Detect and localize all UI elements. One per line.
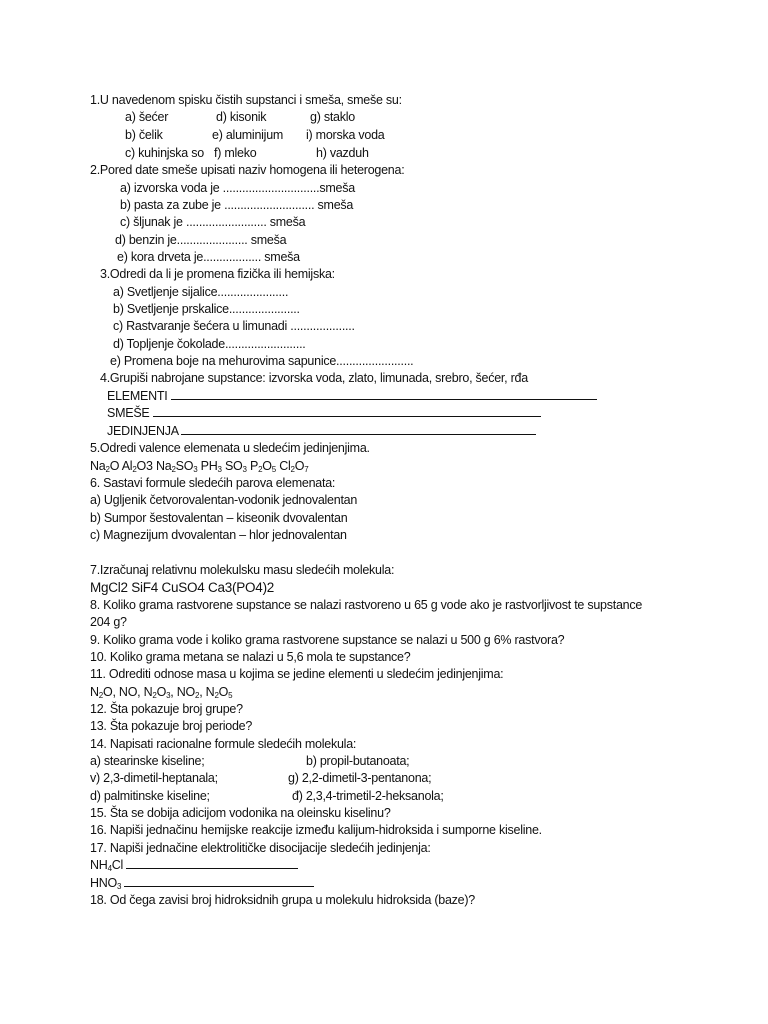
compound-formula: $HNO_3$ (90, 876, 122, 891)
q1-option: i) morska voda (306, 128, 385, 142)
chemical-formula: $Na_2O$ (90, 459, 120, 474)
q17-compound-row (90, 857, 298, 874)
chemical-formula: $N_2O_5$ (205, 685, 233, 700)
chemical-formula: $Na_2SO_3$ (155, 459, 198, 474)
question-14-title: 14. Napisati racionalne formule sledećih molekula: (90, 737, 357, 751)
q1-option: e) aluminijum (212, 128, 284, 142)
q3-item: a) Svetljenje sijalice...................... (113, 285, 289, 299)
q4-label-smese: SMEŠE (107, 405, 541, 422)
q1-option: a) šećer (125, 110, 169, 124)
q7-formulas: MgCl2 SiF4 CuSO4 Ca3(PO4)2 (90, 580, 275, 595)
q1-option: b) čelik (125, 128, 163, 142)
chemical-formula: NO (118, 685, 138, 699)
q1-option: g) staklo (310, 110, 355, 124)
q2-item: d) benzin je...................... smeša (115, 233, 287, 247)
q11-formula-list: $N_2O$, NO, $N_2O_3$, $NO_2$, $N_2O_5$ (90, 685, 233, 700)
chemical-formula: $SO_3$ (224, 459, 247, 474)
question-13: 13. Šta pokazuje broj periode? (90, 719, 253, 733)
q2-item: e) kora drveta je.................. smeša (117, 250, 300, 264)
question-7-title: 7.Izračunaj relativnu molekulsku masu sledećih molekula: (90, 563, 395, 577)
question-18: 18. Od čega zavisi broj hidroksidnih grupa u molekulu hidroksida (baze)? (90, 893, 475, 907)
q4-label-jedinjenja: JEDINJENJA (107, 423, 536, 440)
question-2-title: 2.Pored date smeše upisati naziv homogena ili heterogena: (90, 163, 405, 177)
question-10: 10. Koliko grama metana se nalazi u 5,6 mola te supstance? (90, 650, 411, 664)
question-1-title: 1.U navedenom spisku čistih supstanci i smeša, smeše su: (90, 93, 402, 107)
q6-item: a) Ugljenik četvorovalentan-vodonik jednovalentan (90, 493, 358, 507)
q14-item: d) palmitinske kiseline; (90, 789, 210, 803)
chemical-formula: $Al_2O3$ (121, 459, 153, 474)
question-17-title: 17. Napiši jednačine elektrolitičke disocijacije sledećih jedinjenja: (90, 841, 431, 855)
chemical-formula: $NO_2$ (176, 685, 200, 700)
q6-item: c) Magnezijum dvovalentan – hlor jednovalentan (90, 528, 347, 542)
q3-item: c) Rastvaranje šećera u limunadi .................... (113, 319, 355, 333)
q1-option: h) vazduh (316, 146, 369, 160)
question-8-line1: 8. Koliko grama rastvorene supstance se nalazi rastvoreno u 65 g vode ako je rastvorljivost te supstance (90, 598, 643, 612)
q14-item: g) 2,2-dimetil-3-pentanona; (288, 771, 432, 785)
answer-line[interactable] (153, 406, 541, 417)
answer-line[interactable] (181, 424, 536, 435)
chemical-formula: $P_2O_5$ (249, 459, 276, 474)
q1-option: c) kuhinjska so (125, 146, 204, 160)
chemical-formula: $Cl_2O_7$ (279, 459, 309, 474)
question-11-title: 11. Odrediti odnose masa u kojima se jedine elementi u sledećim jedinjenjima: (90, 667, 504, 681)
q17-compound-row (90, 875, 314, 892)
q14-item: a) stearinske kiseline; (90, 754, 205, 768)
q3-item: d) Topljenje čokolade......................... (113, 337, 306, 351)
question-5-title: 5.Odredi valence elemenata u sledećim jedinjenjima. (90, 441, 370, 455)
chemical-formula: $PH_3$ (200, 459, 222, 474)
question-3-title: 3.Odredi da li je promena fizička ili hemijska: (100, 267, 335, 281)
question-16: 16. Napiši jednačinu hemijske reakcije između kalijum-hidroksida i sumporne kiseline. (90, 823, 542, 837)
q14-item: b) propil-butanoata; (306, 754, 410, 768)
answer-line[interactable] (124, 876, 314, 887)
q1-option: f) mleko (214, 146, 257, 160)
q3-item: e) Promena boje na mehurovima sapunice........................ (110, 354, 414, 368)
compound-formula: $NH_4Cl$ (90, 858, 124, 873)
q2-item: c) šljunak je ......................... smeša (120, 215, 306, 229)
answer-line[interactable] (126, 858, 298, 869)
q2-item: b) pasta za zube je ............................ smeša (120, 198, 354, 212)
answer-line[interactable] (171, 389, 597, 400)
q6-item: b) Sumpor šestovalentan – kiseonik dvovalentan (90, 511, 348, 525)
q2-item: a) izvorska voda je ..............................smeša (120, 181, 355, 195)
chemical-formula: $N_2O$ (90, 685, 113, 700)
question-8-line2: 204 g? (90, 615, 127, 629)
question-4-title: 4.Grupiši nabrojane supstance: izvorska voda, zlato, limunada, srebro, šećer, rđa (100, 371, 528, 385)
chemical-formula: $N_2O_3$ (143, 685, 171, 700)
q3-item: b) Svetljenje prskalice...................... (113, 302, 300, 316)
q1-option: d) kisonik (216, 110, 267, 124)
question-12: 12. Šta pokazuje broj grupe? (90, 702, 243, 716)
q14-item: v) 2,3-dimetil-heptanala; (90, 771, 218, 785)
q5-formula-list (90, 458, 308, 475)
q4-label-elementi: ELEMENTI (107, 388, 597, 405)
question-15: 15. Šta se dobija adicijom vodonika na oleinsku kiselinu? (90, 806, 391, 820)
question-9: 9. Koliko grama vode i koliko grama rastvorene supstance se nalazi u 500 g 6% rastvora? (90, 633, 565, 647)
q14-item: đ) 2,3,4-trimetil-2-heksanola; (292, 789, 444, 803)
question-6-title: 6. Sastavi formule sledećih parova elemenata: (90, 476, 336, 490)
